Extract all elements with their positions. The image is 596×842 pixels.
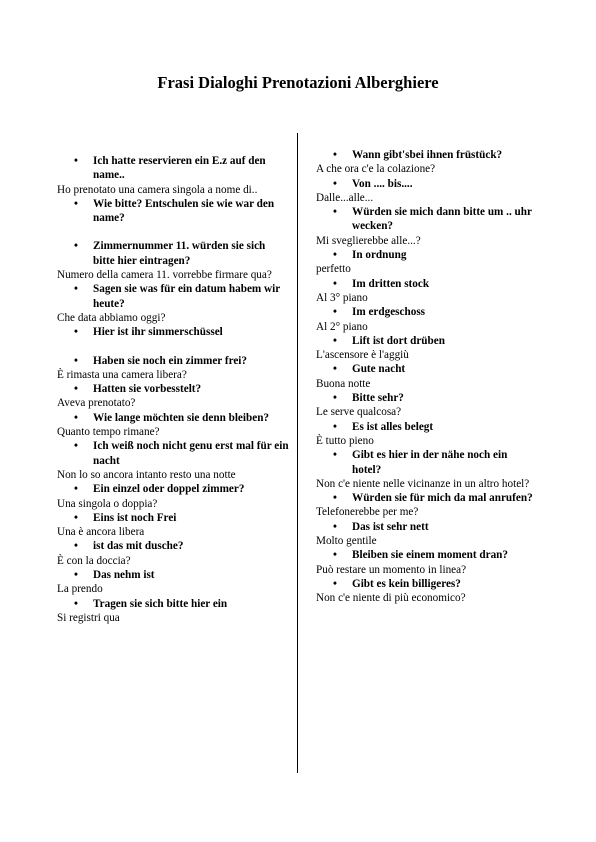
left-column (57, 154, 289, 625)
german-phrase: • Wann gibt'sbei ihnen früstück? (316, 148, 534, 162)
german-phrase: • Im dritten stock (316, 277, 534, 291)
german-phrase: • Ich weiß noch nicht genu erst mal für ein nacht (57, 439, 289, 468)
phrase-entry (316, 548, 534, 577)
italian-translation: Le serve qualcosa? (316, 406, 402, 419)
italian-translation: Può restare un momento in linea? (316, 563, 467, 576)
phrase-entry (316, 491, 534, 520)
italian-translation: perfetto (316, 263, 351, 276)
german-phrase: • Würden sie für mich da mal anrufen? (316, 491, 534, 505)
german-phrase: • Das ist sehr nett (316, 520, 534, 534)
german-phrase: • ist das mit dusche? (57, 539, 289, 553)
phrase-entry (57, 511, 289, 540)
phrase-entry (316, 177, 534, 206)
phrase-entry (316, 148, 534, 177)
italian-translation: Numero della camera 11. vorrebbe firmare qua? (57, 269, 272, 282)
phrase-entry (57, 439, 289, 482)
german-phrase: • Tragen sie sich bitte hier ein (57, 597, 289, 611)
phrase-entry (316, 334, 534, 363)
italian-translation: Aveva prenotato? (57, 397, 136, 410)
italian-translation: Quanto tempo rimane? (57, 426, 160, 439)
phrase-entry (316, 205, 534, 248)
right-column (316, 148, 534, 606)
german-phrase: • Bleiben sie einem moment dran? (316, 548, 534, 562)
italian-translation: A che ora c'e la colazione? (316, 163, 436, 176)
italian-translation: Che data abbiamo oggi? (57, 311, 166, 324)
italian-translation: Telefonerebbe per me? (316, 506, 419, 519)
german-phrase: • Gute nacht (316, 362, 534, 376)
italian-translation: Si registri qua (57, 611, 120, 624)
phrase-entry (57, 354, 289, 383)
italian-translation: Buona notte (316, 377, 371, 390)
german-phrase: • Zimmernummer 11. würden sie sich bitte hier eintragen? (57, 239, 289, 268)
german-phrase: • Bitte sehr? (316, 391, 534, 405)
phrase-entry (57, 197, 289, 226)
italian-translation: Mi sveglierebbe alle...? (316, 234, 421, 247)
phrase-entry (316, 391, 534, 420)
german-phrase: • Würden sie mich dann bitte um .. uhr wecken? (316, 205, 534, 234)
phrase-entry (57, 325, 289, 339)
german-phrase: • Lift ist dort drüben (316, 334, 534, 348)
phrase-entry (57, 597, 289, 626)
phrase-entry (57, 282, 289, 325)
italian-translation: Al 2° piano (316, 320, 368, 333)
german-phrase: • In ordnung (316, 248, 534, 262)
column-divider (297, 133, 298, 773)
phrase-entry (316, 420, 534, 449)
phrase-entry (57, 568, 289, 597)
italian-translation: È rimasta una camera libera? (57, 368, 187, 381)
phrase-entry (316, 248, 534, 277)
italian-translation: Una è ancora libera (57, 526, 145, 539)
italian-translation: È con la doccia? (57, 554, 131, 567)
german-phrase: • Ein einzel oder doppel zimmer? (57, 482, 289, 496)
german-phrase: • Hatten sie vorbesstelt? (57, 382, 289, 396)
phrase-entry (57, 482, 289, 511)
german-phrase: • Es ist alles belegt (316, 420, 534, 434)
italian-translation: Una singola o doppia? (57, 497, 158, 510)
german-phrase: • Das nehm ist (57, 568, 289, 582)
italian-translation: Non c'e niente nelle vicinanze in un altro hotel? (316, 477, 530, 490)
german-phrase: • Gibt es hier in der nähe noch ein hotel? (316, 448, 534, 477)
italian-translation: Molto gentile (316, 535, 377, 548)
phrase-entry (316, 448, 534, 491)
phrase-entry (57, 411, 289, 440)
italian-translation: Non c'e niente di più economico? (316, 592, 466, 605)
german-phrase: • Wie lange möchten sie denn bleiben? (57, 411, 289, 425)
german-phrase: • Von .... bis.... (316, 177, 534, 191)
phrase-entry (316, 362, 534, 391)
phrase-entry (57, 539, 289, 568)
italian-translation: L'ascensore è l'aggiù (316, 349, 409, 362)
german-phrase: • Haben sie noch ein zimmer frei? (57, 354, 289, 368)
phrase-entry (57, 382, 289, 411)
phrase-entry (316, 577, 534, 606)
german-phrase: • Wie bitte? Entschulen sie wie war den name? (57, 197, 289, 226)
phrase-entry (316, 277, 534, 306)
german-phrase: • Hier ist ihr simmerschüssel (57, 325, 289, 339)
phrase-entry (316, 520, 534, 549)
german-phrase: • Eins ist noch Frei (57, 511, 289, 525)
phrase-entry (57, 154, 289, 197)
german-phrase: • Gibt es kein billigeres? (316, 577, 534, 591)
italian-translation: Dalle...alle... (316, 191, 374, 204)
italian-translation: Al 3° piano (316, 291, 368, 304)
german-phrase: • Im erdgeschoss (316, 305, 534, 319)
german-phrase: • Ich hatte reservieren ein E.z auf den name.. (57, 154, 289, 183)
italian-translation: Ho prenotato una camera singola a nome di.. (57, 183, 258, 196)
page-title: Frasi Dialoghi Prenotazioni Alberghiere (157, 73, 439, 92)
phrase-entry (316, 305, 534, 334)
italian-translation: È tutto pieno (316, 434, 374, 447)
phrase-entry (57, 239, 289, 282)
german-phrase: • Sagen sie was für ein datum habem wir heute? (57, 282, 289, 311)
italian-translation: La prendo (57, 583, 103, 596)
italian-translation: Non lo so ancora intanto resto una notte (57, 468, 236, 481)
